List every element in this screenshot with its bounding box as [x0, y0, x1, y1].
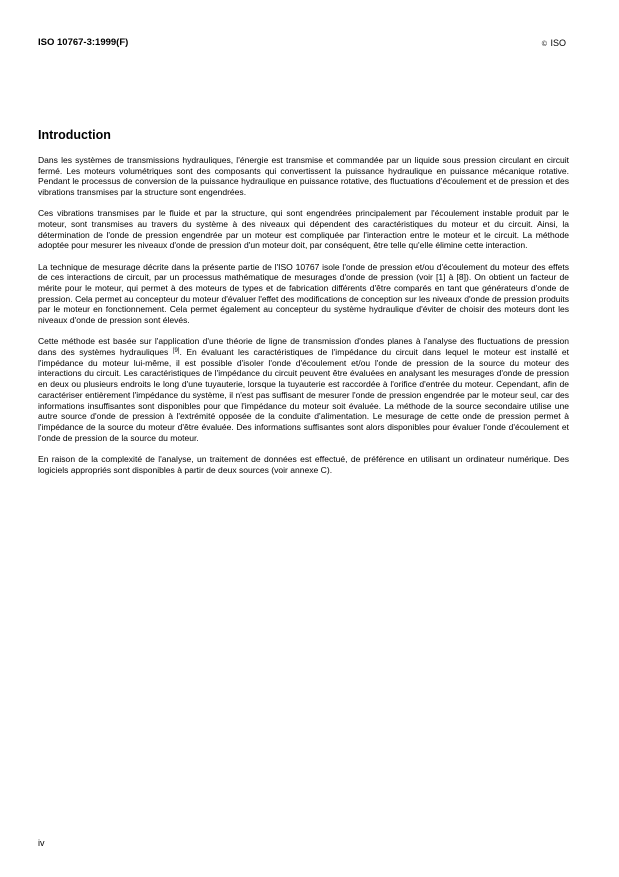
section-title: Introduction — [38, 128, 111, 142]
page-number: iv — [38, 838, 45, 848]
paragraph-4-part-2: . En évaluant les caractéristiques de l'impédance du circuit dans lequel le moteur est installé et l'impédance du moteur lui-même, il est possible d'isoler l'onde d'écoulement et/ou l'onde de pression de la source du moteur des interactions du circuit. Les caractéristiques de l'impédance du circuit peuvent être évaluées en analysant les mesurages d'onde de pression en deux ou plusieurs endroits le long d'une tuyauterie, lorsque la tuyauterie est raccordée à l'orifice d'entrée du moteur. Cependant, afin de caractériser entièrement l'impédance du système, il n'est pas suffisant de mesurer l'onde de pression engendrée par le moteur seul, car des informations insuffisantes sont disponibles pour que l'impédance du moteur soit évaluée. La méthode de la source secondaire utilise une autre source d'onde de pression à l'extrémité opposée de la conduite d'alimentation. Le mesurage de cette onde de pression permet à l'impédance de la source du moteur d'être évaluée. Des informations suffisantes sont alors disponibles pour évaluer l'onde d'écoulement et l'onde de pression de la source du moteur. — [38, 347, 569, 443]
copyright-symbol: © — [541, 41, 547, 48]
copyright-owner: ISO — [550, 38, 566, 48]
document-id: ISO 10767-3:1999(F) — [38, 37, 129, 48]
paragraph-1: Dans les systèmes de transmissions hydrauliques, l'énergie est transmise et commandée par un liquide sous pression circulant en circuit fermé. Les moteurs volumétriques sont des composants qui convertissent la puissance hydraulique en puissance mécanique rotative. Pendant le processus de conversion de la puissance hydraulique en puissance rotative, des fluctuations d'écoulement et de pression et des vibrations transmises par la structure sont engendrées. — [38, 155, 569, 198]
paragraph-3: La technique de mesurage décrite dans la présente partie de l'ISO 10767 isole l'onde de pression et/ou d'écoulement du moteur des effets de ces interactions de circuit, par un processus mathématique de mesurages d'onde de pression (voir [1] à [8]). On obtient un facteur de mérite pour le moteur, qui permet à des moteurs de types et de fabrication différents d'être comparés en tant que générateurs d'onde de pression. Cela permet au concepteur du moteur d'évaluer l'effet des modifications de conception sur les niveaux d'onde de pression produits par le moteur en fonctionnement. Cela permet également au concepteur du système hydraulique d'éviter de choisir des moteurs dont les niveaux d'onde de pression sont élevés. — [38, 261, 569, 326]
paragraph-4-part-1: Cette méthode est basée sur l'application d'une théorie de ligne de transmission d'ondes planes à l'analyse des fluctuations de pression dans des systèmes hydrauliques — [38, 336, 569, 358]
reference-9: [9] — [172, 348, 180, 355]
paragraph-2: Ces vibrations transmises par le fluide et par la structure, qui sont engendrées principalement par l'écoulement instable produit par le moteur, sont transmises au travers du système à des niveaux qui dépendent des caractéristiques du moteur et du circuit. Ainsi, la détermination de l'onde de pression engendrée par un moteur est compliquée par l'interaction entre le moteur et le circuit. La méthode adoptée pour mesurer les niveaux d'onde de pression d'un moteur doit, par conséquent, être telle qu'elle élimine cette interaction. — [38, 208, 569, 251]
copyright-notice — [542, 38, 566, 48]
paragraph-4 — [38, 336, 569, 443]
section-body — [38, 155, 569, 486]
paragraph-5: En raison de la complexité de l'analyse, un traitement de données est effectué, de préférence en utilisant un ordinateur numérique. Des logiciels appropriés sont disponibles à partir de deux sources (voir annexe C). — [38, 453, 569, 475]
